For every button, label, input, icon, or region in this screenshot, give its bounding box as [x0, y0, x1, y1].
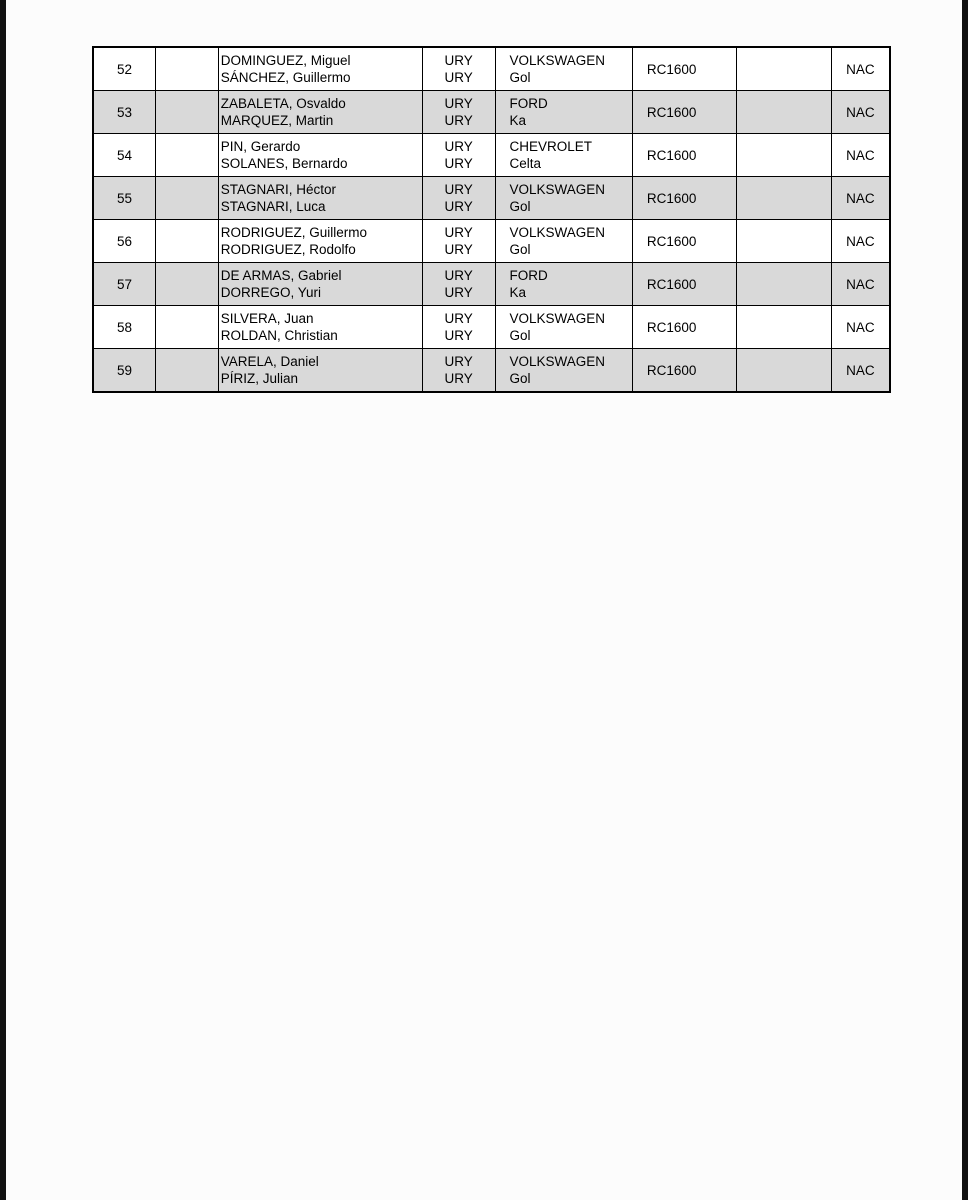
table-row [93, 349, 890, 393]
empty-cell [736, 349, 831, 393]
car-cell [495, 306, 632, 349]
driver-name: ZABALETA, Osvaldo [220, 96, 346, 111]
nationality-cell [422, 263, 495, 306]
driver-nationality: URY [444, 53, 473, 68]
car-model: Celta [509, 156, 542, 171]
table-row [93, 306, 890, 349]
nationality-cell [422, 47, 495, 91]
nationality-cell [422, 177, 495, 220]
codriver-name: STAGNARI, Luca [220, 199, 326, 214]
empty-cell [736, 47, 831, 91]
class-cell: RC1600 [632, 220, 736, 263]
codriver-nationality: URY [444, 113, 473, 128]
car-number: 57 [93, 263, 156, 306]
category-cell: NAC [831, 306, 890, 349]
class-cell: RC1600 [632, 306, 736, 349]
category-cell: NAC [831, 91, 890, 134]
empty-cell [156, 306, 219, 349]
driver-nationality: URY [444, 182, 473, 197]
car-make: CHEVROLET [509, 139, 593, 154]
car-model: Ka [509, 285, 527, 300]
car-number: 54 [93, 134, 156, 177]
empty-cell [736, 263, 831, 306]
category-cell: NAC [831, 220, 890, 263]
entry-list-table [92, 46, 891, 393]
crew-cell [218, 134, 422, 177]
table-row [93, 47, 890, 91]
car-number: 53 [93, 91, 156, 134]
car-model: Gol [509, 328, 531, 343]
class-cell: RC1600 [632, 134, 736, 177]
car-cell [495, 47, 632, 91]
nationality-cell [422, 306, 495, 349]
driver-name: PIN, Gerardo [220, 139, 301, 154]
car-cell [495, 134, 632, 177]
driver-name: DOMINGUEZ, Miguel [220, 53, 351, 68]
crew-cell [218, 306, 422, 349]
category-cell: NAC [831, 134, 890, 177]
car-make: FORD [509, 268, 548, 283]
empty-cell [156, 263, 219, 306]
empty-cell [156, 349, 219, 393]
class-cell: RC1600 [632, 177, 736, 220]
table-row [93, 134, 890, 177]
table-row [93, 91, 890, 134]
codriver-nationality: URY [444, 199, 473, 214]
table-row [93, 263, 890, 306]
car-number: 55 [93, 177, 156, 220]
driver-name: VARELA, Daniel [220, 354, 319, 369]
nationality-cell [422, 134, 495, 177]
driver-name: STAGNARI, Héctor [220, 182, 337, 197]
car-make: VOLKSWAGEN [509, 354, 606, 369]
codriver-nationality: URY [444, 285, 473, 300]
car-number: 56 [93, 220, 156, 263]
empty-cell [736, 134, 831, 177]
empty-cell [156, 91, 219, 134]
empty-cell [156, 47, 219, 91]
driver-nationality: URY [444, 139, 473, 154]
page-frame-left [0, 0, 6, 1200]
class-cell: RC1600 [632, 349, 736, 393]
table-row [93, 177, 890, 220]
driver-nationality: URY [444, 354, 473, 369]
crew-cell [218, 349, 422, 393]
category-cell: NAC [831, 177, 890, 220]
class-cell: RC1600 [632, 47, 736, 91]
car-model: Gol [509, 199, 531, 214]
driver-nationality: URY [444, 268, 473, 283]
driver-name: DE ARMAS, Gabriel [220, 268, 342, 283]
empty-cell [156, 220, 219, 263]
codriver-nationality: URY [444, 242, 473, 257]
category-cell: NAC [831, 47, 890, 91]
codriver-nationality: URY [444, 70, 473, 85]
nationality-cell [422, 220, 495, 263]
driver-name: RODRIGUEZ, Guillermo [220, 225, 368, 240]
car-number: 59 [93, 349, 156, 393]
codriver-name: RODRIGUEZ, Rodolfo [220, 242, 356, 257]
codriver-name: MARQUEZ, Martin [220, 113, 334, 128]
car-number: 52 [93, 47, 156, 91]
entry-rows [93, 47, 890, 392]
empty-cell [736, 91, 831, 134]
class-cell: RC1600 [632, 91, 736, 134]
car-number: 58 [93, 306, 156, 349]
nationality-cell [422, 91, 495, 134]
car-make: FORD [509, 96, 548, 111]
driver-nationality: URY [444, 225, 473, 240]
codriver-name: SÁNCHEZ, Guillermo [220, 70, 351, 85]
table-row [93, 220, 890, 263]
crew-cell [218, 220, 422, 263]
car-model: Gol [509, 70, 531, 85]
car-make: VOLKSWAGEN [509, 225, 606, 240]
crew-cell [218, 177, 422, 220]
car-cell [495, 349, 632, 393]
codriver-nationality: URY [444, 328, 473, 343]
empty-cell [736, 306, 831, 349]
car-cell [495, 91, 632, 134]
codriver-nationality: URY [444, 156, 473, 171]
car-model: Gol [509, 371, 531, 386]
nationality-cell [422, 349, 495, 393]
crew-cell [218, 47, 422, 91]
driver-name: SILVERA, Juan [220, 311, 314, 326]
empty-cell [736, 177, 831, 220]
car-make: VOLKSWAGEN [509, 182, 606, 197]
category-cell: NAC [831, 349, 890, 393]
codriver-name: PÍRIZ, Julian [220, 371, 299, 386]
car-make: VOLKSWAGEN [509, 311, 606, 326]
codriver-name: ROLDAN, Christian [220, 328, 338, 343]
codriver-name: SOLANES, Bernardo [220, 156, 348, 171]
car-make: VOLKSWAGEN [509, 53, 606, 68]
empty-cell [736, 220, 831, 263]
category-cell: NAC [831, 263, 890, 306]
empty-cell [156, 177, 219, 220]
empty-cell [156, 134, 219, 177]
car-cell [495, 263, 632, 306]
page-frame-right [962, 0, 968, 1200]
crew-cell [218, 91, 422, 134]
car-cell [495, 220, 632, 263]
driver-nationality: URY [444, 96, 473, 111]
car-cell [495, 177, 632, 220]
driver-nationality: URY [444, 311, 473, 326]
car-model: Gol [509, 242, 531, 257]
car-model: Ka [509, 113, 527, 128]
crew-cell [218, 263, 422, 306]
codriver-nationality: URY [444, 371, 473, 386]
codriver-name: DORREGO, Yuri [220, 285, 322, 300]
class-cell: RC1600 [632, 263, 736, 306]
